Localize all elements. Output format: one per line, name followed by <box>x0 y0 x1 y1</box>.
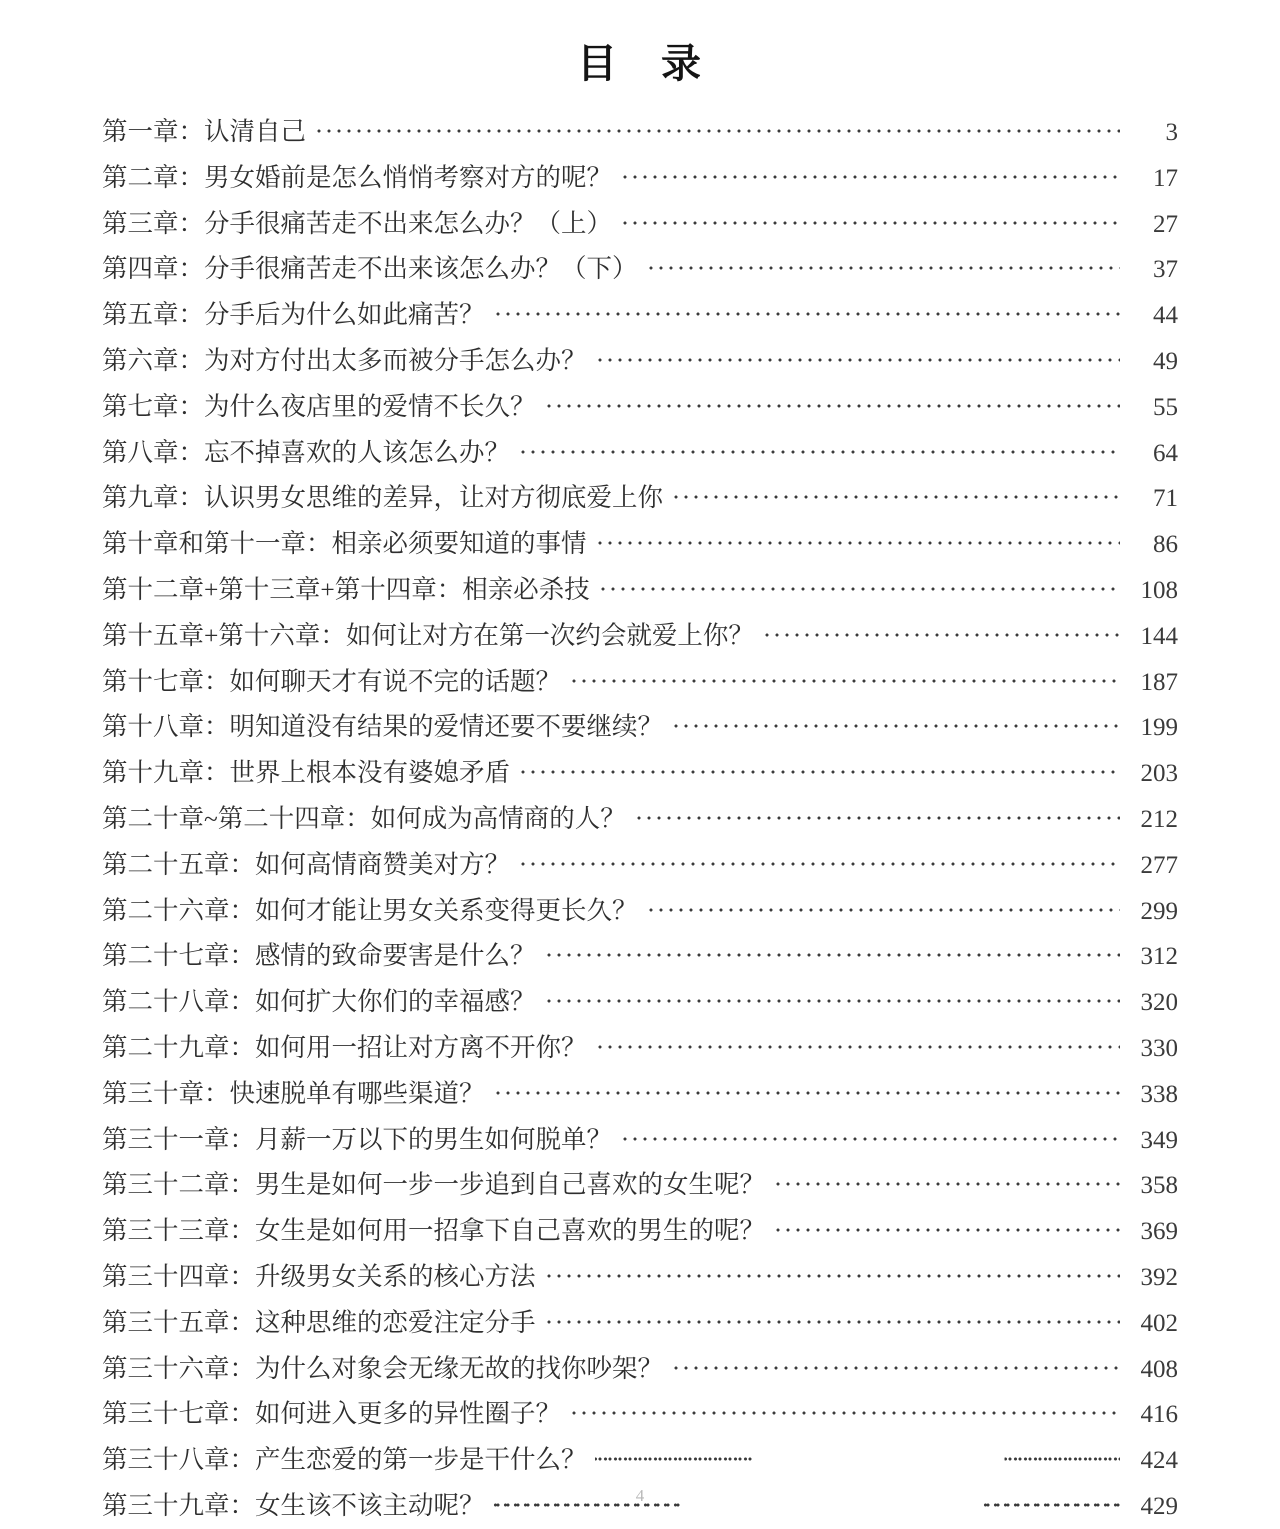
toc-leader-dots <box>544 948 1120 964</box>
toc-entry[interactable] <box>102 933 1178 979</box>
toc-entry-page-number: 299 <box>1140 897 1178 925</box>
toc-entry-page-number: 416 <box>1140 1401 1178 1429</box>
toc-entry[interactable] <box>102 1300 1178 1346</box>
toc-entry-label: 第三十七章：如何进入更多的异性圈子？ <box>102 1399 562 1429</box>
toc-entry-page-number: 86 <box>1153 531 1178 559</box>
toc-entry-page-number: 144 <box>1140 622 1178 650</box>
toc-leader-dots <box>569 1406 1120 1422</box>
toc-entry-label: 第十章和第十一章：相亲必须要知道的事情 <box>102 529 587 559</box>
toc-leader-dots <box>620 216 1120 232</box>
toc-entry-label: 第九章：认识男女思维的差异，让对方彻底爱上你 <box>102 483 664 513</box>
toc-entry-label: 第二十七章：感情的致命要害是什么？ <box>102 941 536 971</box>
toc-leader-dots <box>544 994 1120 1010</box>
toc-entry-label: 第十九章：世界上根本没有婆媳矛盾 <box>102 758 511 788</box>
toc-leader-dots <box>620 1132 1120 1148</box>
toc-entry-label: 第四章：分手很痛苦走不出来该怎么办？（下） <box>102 254 638 284</box>
toc-entry-label: 第三十章：快速脱单有哪些渠道？ <box>102 1078 485 1108</box>
toc-entry-label: 第三十二章：男生是如何一步一步追到自己喜欢的女生呢？ <box>102 1170 766 1200</box>
toc-entry[interactable] <box>102 750 1178 796</box>
toc-leader-dots <box>493 307 1120 323</box>
toc-entry[interactable] <box>102 475 1178 521</box>
toc-entry-label: 第三十九章：女生该不该主动呢？ <box>102 1490 485 1520</box>
toc-leader-dots <box>671 719 1120 735</box>
toc-leader-dots <box>595 536 1120 552</box>
toc-leader-dots <box>671 1361 1120 1377</box>
toc-entry-label: 第三十四章：升级男女关系的核心方法 <box>102 1261 536 1291</box>
toc-leader-dots <box>569 674 1120 690</box>
toc-entry[interactable] <box>102 842 1178 888</box>
toc-entry-page-number: 429 <box>1140 1492 1178 1520</box>
toc-entry[interactable] <box>102 246 1178 292</box>
toc-entry-page-number: 408 <box>1140 1355 1178 1383</box>
toc-entry[interactable] <box>102 1162 1178 1208</box>
toc-entry-label: 第二章：男女婚前是怎么悄悄考察对方的呢？ <box>102 162 613 192</box>
toc-entry[interactable] <box>102 1346 1178 1392</box>
toc-leader-dots <box>544 399 1120 415</box>
toc-entry[interactable] <box>102 1071 1178 1117</box>
toc-entry-page-number: 3 <box>1165 119 1178 146</box>
toc-entry-page-number: 108 <box>1140 576 1178 604</box>
toc-entry-label: 第三十五章：这种思维的恋爱注定分手 <box>102 1307 536 1337</box>
toc-entry-label: 第十五章+第十六章：如何让对方在第一次约会就爱上你？ <box>102 620 754 650</box>
toc-entry-label: 第一章：认清自己 <box>102 117 307 146</box>
toc-entry-page-number: 64 <box>1153 439 1178 467</box>
toc-entry[interactable] <box>102 888 1178 934</box>
toc-entry-page-number: 312 <box>1140 943 1178 971</box>
toc-entry-label: 第二十六章：如何才能让男女关系变得更长久？ <box>102 895 638 925</box>
toc-leader-dots <box>773 1223 1120 1239</box>
toc-entry-label: 第三十八章：产生恋爱的第一步是干什么？ <box>102 1445 587 1475</box>
toc-entry-page-number: 37 <box>1153 256 1178 284</box>
toc-entry-label: 第二十五章：如何高情商赞美对方？ <box>102 849 511 879</box>
toc-entry-page-number: 212 <box>1140 805 1178 833</box>
toc-leader-dots <box>620 170 1120 186</box>
toc-entry[interactable] <box>102 796 1178 842</box>
toc-leader-dots <box>646 261 1120 277</box>
toc-entry-label: 第三章：分手很痛苦走不出来怎么办？（上） <box>102 208 613 238</box>
toc-entry-label: 第十八章：明知道没有结果的爱情还要不要继续？ <box>102 712 664 742</box>
toc-leader-dots <box>595 353 1120 369</box>
toc-entry[interactable] <box>102 1025 1178 1071</box>
toc-leader-dots <box>493 1086 1120 1102</box>
toc-leader-dots <box>544 1315 1120 1331</box>
toc-entry-page-number: 49 <box>1153 347 1178 375</box>
toc-leader-dots <box>773 1177 1120 1193</box>
toc-entry-label: 第五章：分手后为什么如此痛苦？ <box>102 300 485 330</box>
toc-entry-page-number: 349 <box>1140 1126 1178 1154</box>
toc-leader-dots <box>762 628 1120 644</box>
toc-entry[interactable] <box>102 567 1178 613</box>
toc-entry-page-number: 358 <box>1140 1172 1178 1200</box>
toc-leader-dots <box>544 1269 1120 1285</box>
toc-entry-page-number: 277 <box>1140 851 1178 879</box>
toc-entry[interactable] <box>102 1208 1178 1254</box>
toc-entry-label: 第三十三章：女生是如何用一招拿下自己喜欢的男生的呢？ <box>102 1216 766 1246</box>
toc-entry-page-number: 320 <box>1140 989 1178 1017</box>
toc-entry-label: 第十七章：如何聊天才有说不完的话题？ <box>102 666 562 696</box>
toc-entry[interactable] <box>102 430 1178 476</box>
toc-leader-dots <box>518 857 1120 873</box>
toc-leader-dots <box>671 490 1120 506</box>
toc-entry-page-number: 187 <box>1140 668 1178 696</box>
toc-entry[interactable] <box>102 201 1178 247</box>
toc-entry-page-number: 199 <box>1140 714 1178 742</box>
toc-entry-page-number: 44 <box>1153 302 1178 330</box>
toc-entry-page-number: 424 <box>1140 1447 1178 1475</box>
toc-leader-dots <box>595 1452 1120 1468</box>
toc-entry[interactable] <box>102 1391 1178 1437</box>
toc-leader-dots <box>518 445 1120 461</box>
toc-entry-label: 第八章：忘不掉喜欢的人该怎么办？ <box>102 437 511 467</box>
toc-entry[interactable] <box>102 1254 1178 1300</box>
toc-entry-page-number: 55 <box>1153 393 1178 421</box>
toc-entry-label: 第二十八章：如何扩大你们的幸福感？ <box>102 987 536 1017</box>
toc-entry-page-number: 27 <box>1153 210 1178 238</box>
page-title: 目 录 <box>577 41 703 86</box>
toc-entry-page-number: 17 <box>1153 164 1178 192</box>
toc-entry[interactable] <box>102 109 1178 155</box>
page-footer-number: 4 <box>635 1486 645 1503</box>
toc-entry[interactable] <box>102 292 1178 338</box>
toc-entry-label: 第六章：为对方付出太多而被分手怎么办？ <box>102 345 587 375</box>
toc-entry[interactable] <box>102 659 1178 705</box>
toc-entry-label: 第七章：为什么夜店里的爱情不长久？ <box>102 391 536 421</box>
toc-entry-page-number: 392 <box>1140 1263 1178 1291</box>
toc-entry-page-number: 338 <box>1140 1080 1178 1108</box>
toc-entry-page-number: 369 <box>1140 1218 1178 1246</box>
toc-leader-dots <box>595 1040 1120 1056</box>
toc-entry-label: 第三十一章：月薪一万以下的男生如何脱单？ <box>102 1124 613 1154</box>
toc-entry-label: 第三十六章：为什么对象会无缘无故的找你吵架？ <box>102 1353 664 1383</box>
toc-entry-page-number: 402 <box>1140 1309 1178 1337</box>
toc-entry[interactable] <box>102 338 1178 384</box>
toc-entry[interactable] <box>102 521 1178 567</box>
toc-entry[interactable] <box>102 704 1178 750</box>
toc-leader-dots <box>598 582 1120 598</box>
toc-entry-page-number: 71 <box>1153 485 1178 513</box>
toc-entry[interactable] <box>102 613 1178 659</box>
toc-entry[interactable] <box>102 1117 1178 1163</box>
toc-entry-page-number: 330 <box>1140 1034 1178 1062</box>
toc-entry[interactable] <box>102 1437 1178 1483</box>
toc-entry-label: 第二十章~第二十四章：如何成为高情商的人？ <box>102 803 626 833</box>
toc-leader-dots <box>518 765 1120 781</box>
toc-entry-page-number: 203 <box>1140 760 1178 788</box>
toc-leader-dots <box>646 903 1120 919</box>
toc-entry[interactable] <box>102 155 1178 201</box>
toc-leader-dots <box>314 124 1120 140</box>
toc-entry-label: 第二十九章：如何用一招让对方离不开你？ <box>102 1032 587 1062</box>
toc-entry-list <box>102 109 1178 1529</box>
toc-entry-label: 第十二章+第十三章+第十四章：相亲必杀技 <box>102 574 590 604</box>
toc-leader-dots <box>634 811 1120 827</box>
toc-entry[interactable] <box>102 979 1178 1025</box>
toc-entry[interactable] <box>102 384 1178 430</box>
